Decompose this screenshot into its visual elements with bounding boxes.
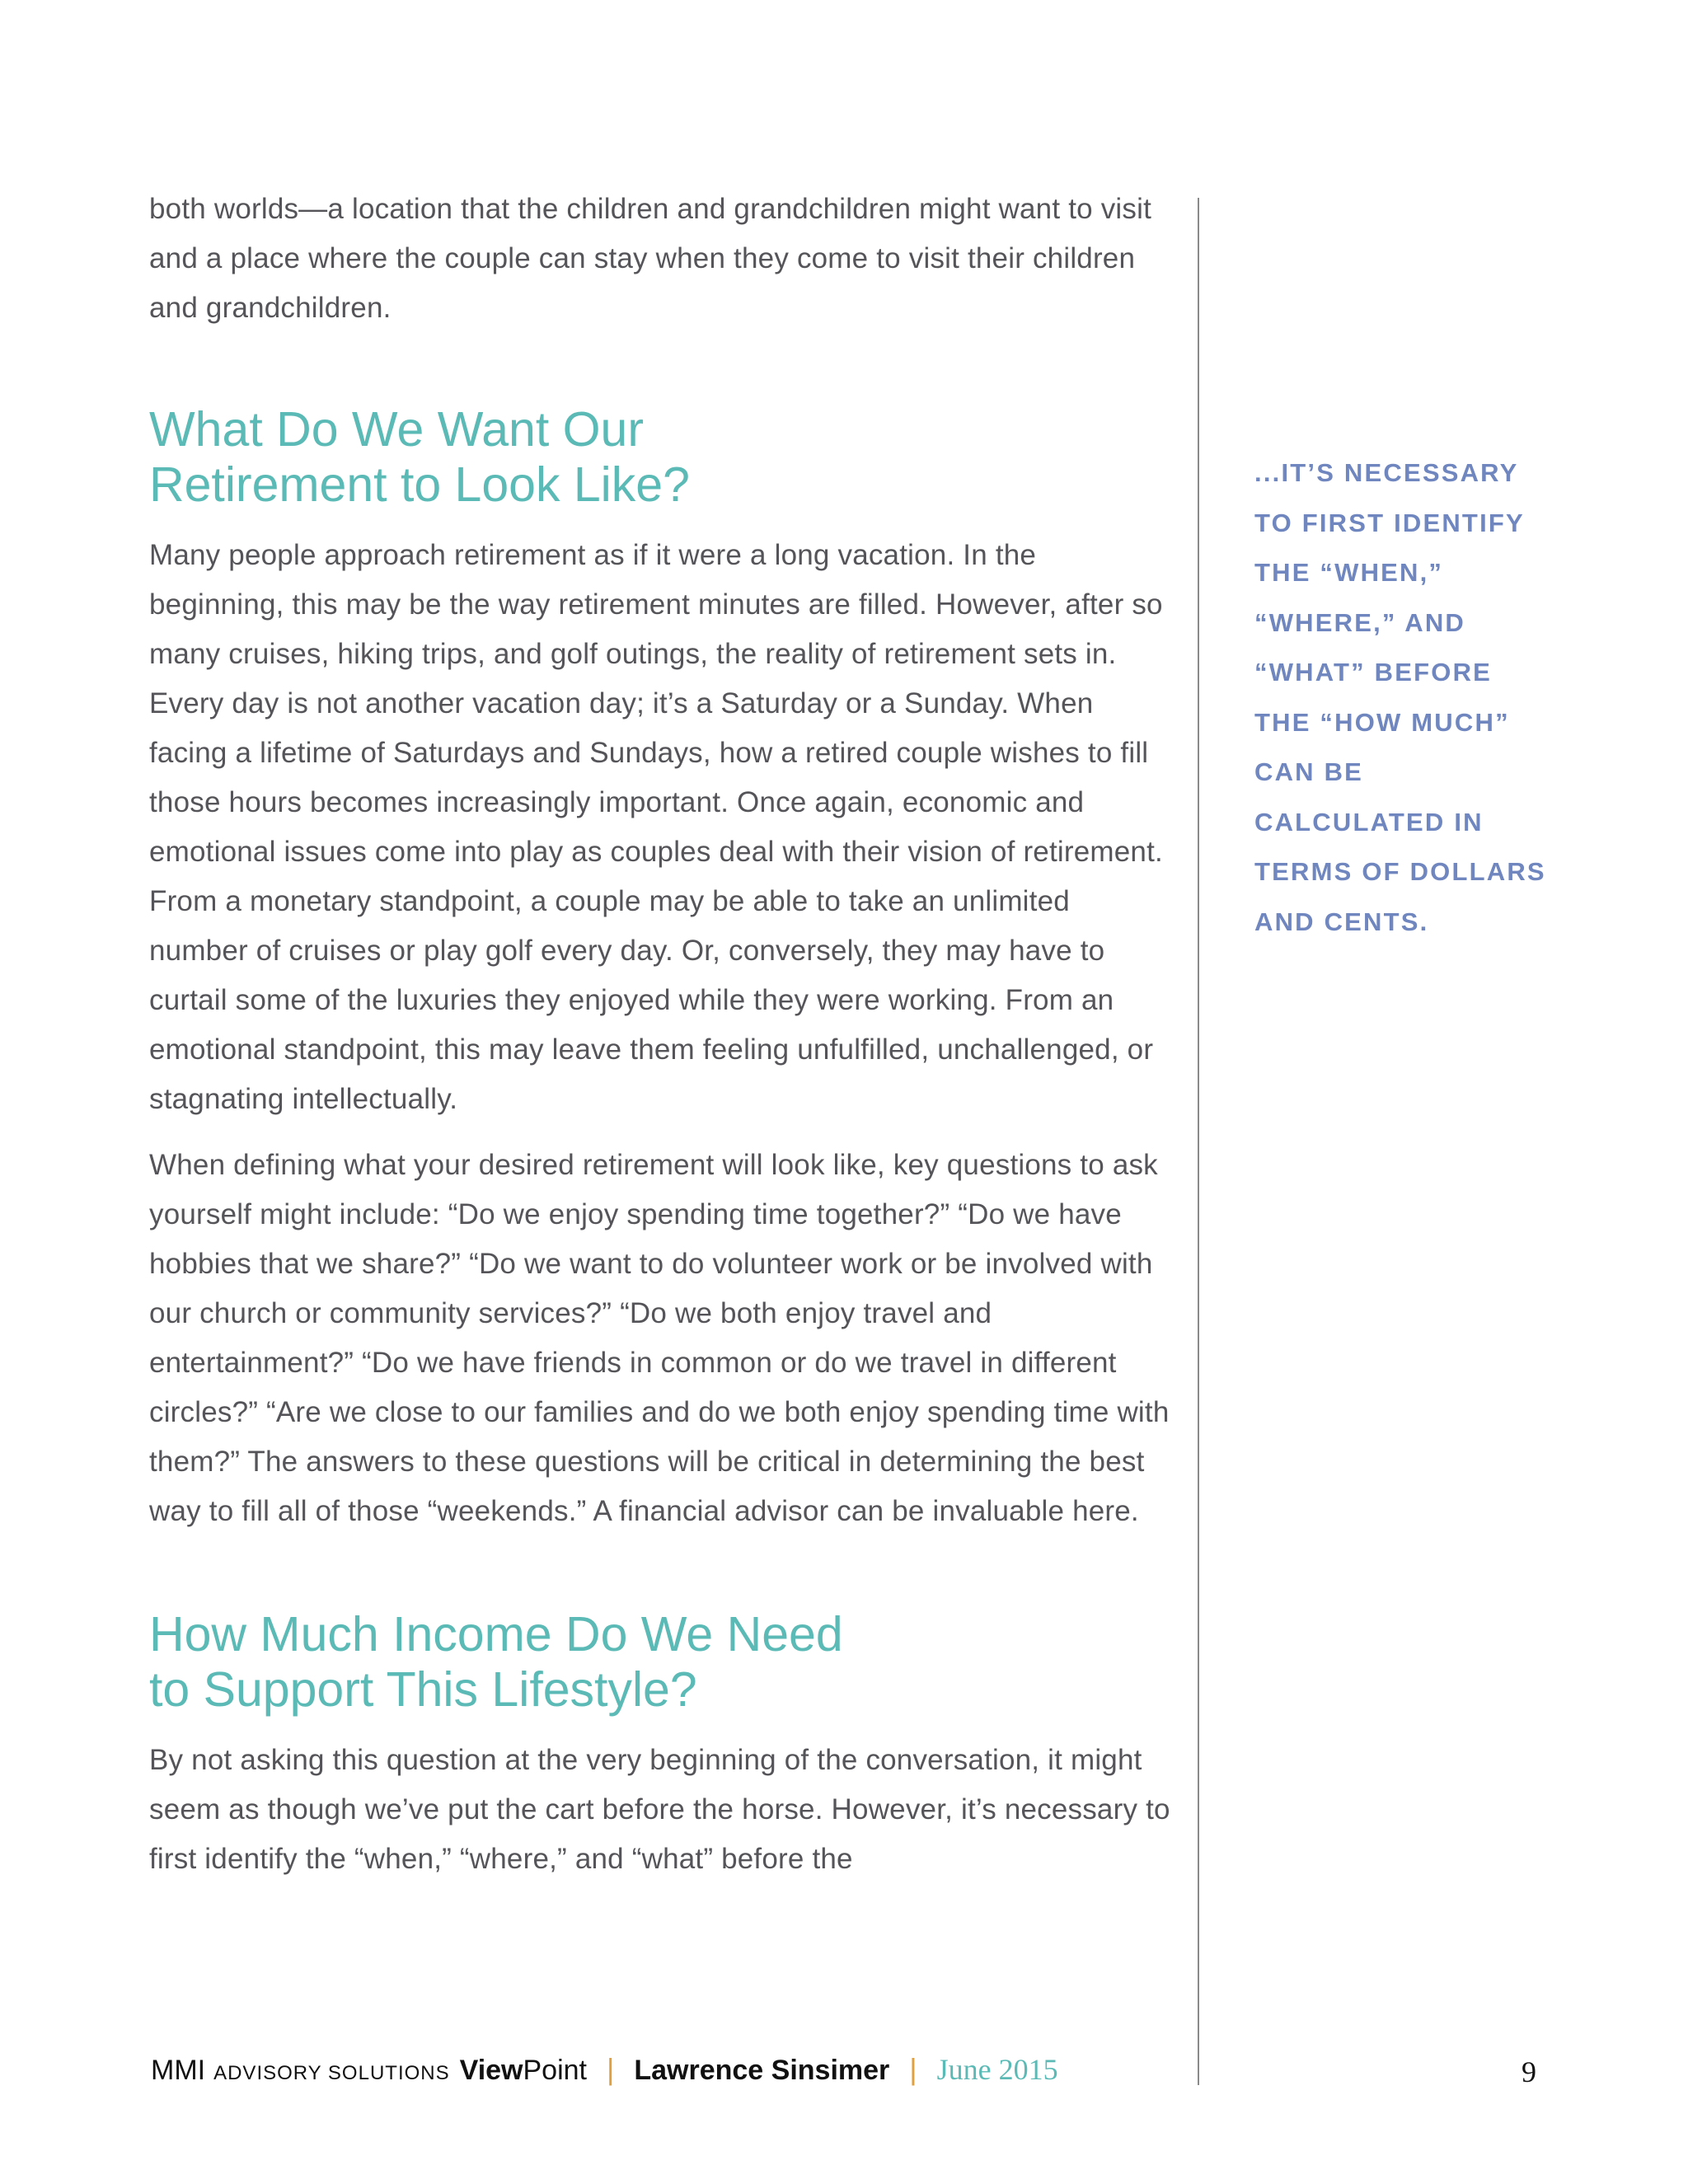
footer-separator: | [909,2052,917,2086]
footer-author: Lawrence Sinsimer [634,2055,890,2086]
page-footer [151,2052,1552,2102]
footer-separator: | [607,2052,615,2086]
intro-paragraph: both worlds—a location that the children and grandchildren might want to visit and a place where the couple can stay when they come to visit their children and grandchildren. [149,193,1151,324]
heading-line: How Much Income Do We Need [149,1607,843,1661]
footer-brand-point: Point [523,2055,587,2086]
body-paragraph: When defining what your desired retirement will look like, key questions to ask yourself might include: “Do we enjoy spending time together?” “Do we have hobbies that we share?” “Do we want to do volunteer work or be involved with our church or community services?” “Do we both enjoy travel and entertainment?” “Do we have friends in common or do we travel in different circles?” “Are we close to our families and do we both enjoy spending time with them?” The answers to these questions will be critical in determining the best way to fill all of those “weekends.” A financial advisor can be invaluable here. [149,1149,1170,1527]
footer-brand-view: View [459,2055,523,2086]
section-heading-income [149,1607,1171,1718]
column-divider [1198,198,1199,2085]
pull-quote: ...IT’S NECESSARY TO FIRST IDENTIFY THE “WHEN,” “WHERE,” AND “WHAT” BEFORE THE “HOW MUCH” CAN BE CALCULATED IN TERMS OF DOLLARS AND CENTS. [1254,458,1546,936]
heading-line: Retirement to Look Like? [149,457,690,512]
footer-brand-mmi: MMI [151,2055,206,2086]
footer-date: June 2015 [936,2053,1058,2086]
main-column [149,185,1171,1884]
page-number: 9 [1522,2055,1536,2088]
heading-line: to Support This Lifestyle? [149,1662,697,1717]
body-paragraph: By not asking this question at the very beginning of the conversation, it might seem as though we’ve put the cart before the horse. However, it’s necessary to first identify the “when,” “where,” and “what” before the [149,1744,1170,1875]
section-heading-retirement-look [149,402,1171,513]
footer-brand-advisory: ADVISORY SOLUTIONS [213,2062,450,2084]
body-paragraph: Many people approach retirement as if it were a long vacation. In the beginning, this may be the way retirement minutes are filled. However, after so many cruises, hiking trips, and golf outings, the reality of retirement sets in. Every day is not another vacation day; it’s a Saturday or a Sunday. When facing a lifetime of Saturdays and Sundays, how a retired couple wishes to fill those hours becomes increasingly important. Once again, economic and emotional issues come into play as couples deal with their vision of retirement. From a monetary standpoint, a couple may be able to take an unlimited number of cruises or play golf every day. Or, conversely, they may have to curtail some of the luxuries they enjoyed while they were working. From an emotional standpoint, this may leave them feeling unfulfilled, unchallenged, or stagnating intellectually. [149,539,1163,1115]
heading-line: What Do We Want Our [149,402,644,457]
